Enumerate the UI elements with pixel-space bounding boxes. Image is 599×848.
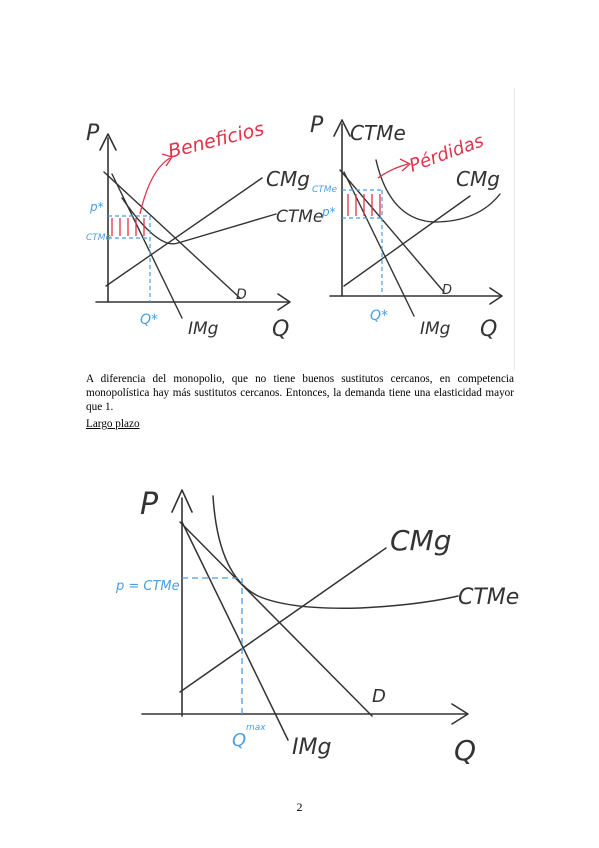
quantity-label: Q* — [370, 308, 389, 324]
ctme-label: CTMe — [350, 121, 406, 145]
y-axis-label: P — [140, 487, 159, 522]
y-axis-label: P — [86, 121, 100, 146]
section-heading: Largo plazo — [86, 418, 140, 430]
x-axis-label: Q — [480, 317, 498, 342]
cmg-curve — [180, 548, 386, 692]
cmg-label: CMg — [266, 167, 310, 191]
img-label: IMg — [188, 319, 219, 339]
body-paragraph: A diferencia del monopolio, que no tiene buenos sustitutos cercanos, en competencia monopolística hay más sustitutos cercanos. Entonces, la demanda tiene una elasticidad mayor que 1. — [86, 373, 514, 413]
quantity-superscript: max — [246, 723, 266, 733]
img-curve — [182, 522, 288, 740]
img-label: IMg — [420, 319, 451, 339]
ctme-label: CTMe — [458, 585, 520, 610]
demand-label: D — [236, 287, 247, 303]
cmg-label: CMg — [456, 167, 500, 191]
ctme-label: CTMe — [276, 207, 324, 227]
demand-curve — [180, 522, 372, 716]
y-axis-label: P — [310, 113, 324, 138]
demand-label: D — [442, 283, 453, 298]
quantity-label: Q — [232, 730, 247, 751]
cost-label: CTMe — [312, 185, 338, 195]
demand-label: D — [372, 686, 386, 707]
quantity-label: Q* — [140, 312, 159, 328]
cost-label: CTMe — [86, 233, 112, 243]
img-label: IMg — [292, 735, 332, 760]
loss-annotation: Pérdidas — [406, 130, 487, 177]
x-axis-label: Q — [454, 734, 477, 767]
profit-annotation: Beneficios — [165, 117, 267, 163]
price-label: p* — [322, 205, 336, 219]
price-label: p = CTMe — [116, 579, 180, 594]
page-number: 2 — [296, 800, 303, 814]
x-axis-label: Q — [272, 317, 290, 342]
cmg-label: CMg — [390, 524, 452, 557]
price-label: p* — [90, 200, 104, 214]
